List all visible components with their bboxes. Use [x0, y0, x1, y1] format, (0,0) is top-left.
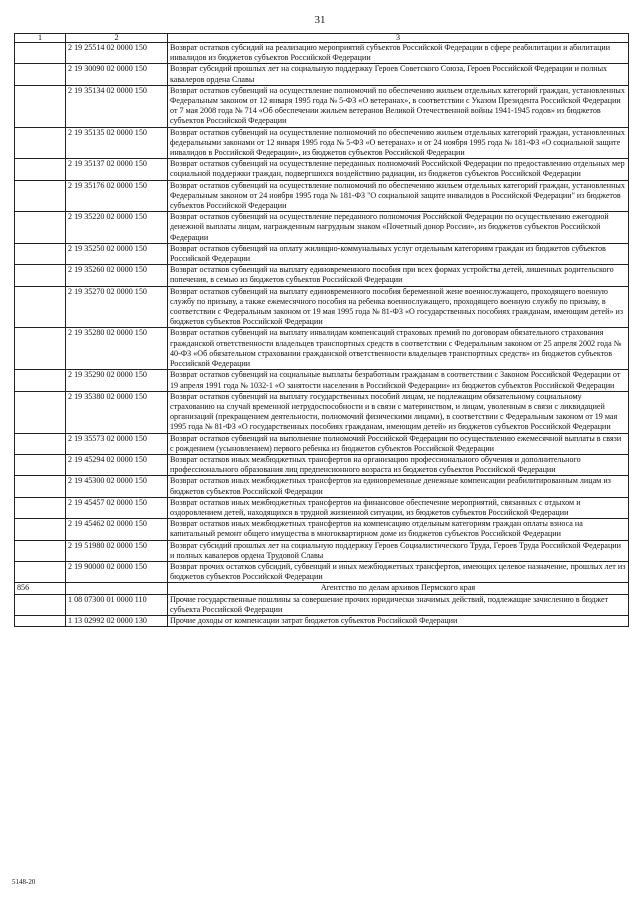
table-row [15, 243, 629, 264]
table-row [15, 127, 629, 159]
section-org-code: 856 [15, 583, 66, 594]
description-cell: Возврат остатков субвенций на осуществление переданных полномочий Российской Федерации по предоставлению отдельных мер социальной поддержки граждан, подвергшихся воздействию радиации, из бюджетов субъектов Российской Федерации [168, 159, 629, 180]
org-code-cell [15, 615, 66, 626]
budget-code-cell: 2 19 35280 02 0000 150 [66, 328, 168, 370]
table-header-row [15, 34, 629, 43]
table-row [15, 476, 629, 497]
table-row [15, 64, 629, 85]
budget-code-cell: 2 19 35250 02 0000 150 [66, 243, 168, 264]
table-row [15, 180, 629, 212]
budget-code-cell: 1 13 02992 02 0000 130 [66, 615, 168, 626]
header-col-2: 2 [66, 34, 168, 43]
org-code-cell [15, 476, 66, 497]
description-cell: Возврат прочих остатков субсидий, субвенций и иных межбюджетных трансфертов, имеющих целевое назначение, прошлых лет из бюджетов субъектов Российской Федерации [168, 561, 629, 582]
table-row [15, 594, 629, 615]
description-cell: Возврат остатков субвенций на осуществление полномочий по обеспечению жильем отдельных категорий граждан, установленных федеральными законами от 12 января 1995 года № 5-ФЗ «О ветеранах» и от 24 ноября 1995 года № 181-ФЗ «О социальной защите инвалидов в Российской Федерации», из бюджетов субъектов Российской Федерации [168, 127, 629, 159]
section-org-name: Агентство по делам архивов Пермского края [168, 583, 629, 594]
budget-code-cell: 2 19 45300 02 0000 150 [66, 476, 168, 497]
budget-code-cell: 2 19 35260 02 0000 150 [66, 265, 168, 286]
org-code-cell [15, 180, 66, 212]
table-row [15, 433, 629, 454]
budget-code-cell: 2 19 30090 02 0000 150 [66, 64, 168, 85]
org-code-cell [15, 561, 66, 582]
budget-code-cell: 2 19 35176 02 0000 150 [66, 180, 168, 212]
description-cell: Возврат субсидий прошлых лет на социальную поддержку Героев Советского Союза, Героев Российской Федерации и полных кавалеров ордена Славы [168, 64, 629, 85]
table-row [15, 328, 629, 370]
table-row [15, 391, 629, 433]
budget-code-cell: 2 19 45462 02 0000 150 [66, 519, 168, 540]
description-cell: Возврат субсидий прошлых лет на социальную поддержку Героев Социалистического Труда, Героев Труда Российской Федерации и полных кавалеров ордена Трудовой Славы [168, 540, 629, 561]
section-header-row [15, 583, 629, 594]
description-cell: Возврат остатков субвенций на выплату инвалидам компенсаций страховых премий по договорам обязательного страхования гражданской ответственности владельцев транспортных средств в соответствии с Федеральным законом от 25 апреля 2002 года № 40-ФЗ «Об обязательном страховании гражданской ответственности владельцев транспортных средств» из бюджетов субъектов Российской Федерации [168, 328, 629, 370]
org-code-cell [15, 212, 66, 244]
table-row [15, 265, 629, 286]
table-row [15, 43, 629, 64]
org-code-cell [15, 127, 66, 159]
table-row [15, 615, 629, 626]
description-cell: Возврат остатков субвенций на выплату единовременного пособия при всех формах устройства детей, лишенных родительского попечения, в семью из бюджетов субъектов Российской Федерации [168, 265, 629, 286]
table-row [15, 519, 629, 540]
org-code-cell [15, 64, 66, 85]
budget-code-cell: 2 19 35380 02 0000 150 [66, 391, 168, 433]
description-cell: Возврат остатков субвенций на осуществление полномочий по обеспечению жильем отдельных категорий граждан, установленных Федеральным законом от 24 ноября 1995 года № 181-ФЗ "О социальной защите инвалидов в Российской Федерации" из бюджетов субъектов Российской Федерации [168, 180, 629, 212]
table-row [15, 286, 629, 328]
org-code-cell [15, 497, 66, 518]
table-row [15, 497, 629, 518]
description-cell: Возврат остатков иных межбюджетных трансфертов на единовременные денежные компенсации реабилитированным лицам из бюджетов субъектов Российской Федерации [168, 476, 629, 497]
table-row [15, 454, 629, 475]
description-cell: Возврат остатков иных межбюджетных трансфертов на организацию профессионального обучения и дополнительного профессионального образования лиц предпенсионного возраста из бюджетов субъектов Российской Федерации [168, 454, 629, 475]
page-number: 31 [314, 14, 326, 26]
budget-code-cell: 2 19 25514 02 0000 150 [66, 43, 168, 64]
description-cell: Возврат остатков субсидий на реализацию мероприятий субъектов Российской Федерации в сфере реабилитации и абилитации инвалидов из бюджетов субъектов Российской Федерации [168, 43, 629, 64]
org-code-cell [15, 433, 66, 454]
description-cell: Возврат остатков иных межбюджетных трансфертов на компенсацию отдельным категориям граждан оплаты взноса на капитальный ремонт общего имущества в многоквартирном доме из бюджетов субъектов Российской Федерации [168, 519, 629, 540]
budget-code-cell: 2 19 35573 02 0000 150 [66, 433, 168, 454]
org-code-cell [15, 391, 66, 433]
table-row [15, 561, 629, 582]
table-row [15, 212, 629, 244]
description-cell: Возврат остатков иных межбюджетных трансфертов на финансовое обеспечение мероприятий, связанных с отдыхом и оздоровлением детей, находящихся в трудной жизненной ситуации, из бюджетов субъектов Российской Федерации [168, 497, 629, 518]
section-budget-code [66, 583, 168, 594]
budget-code-cell: 2 19 35134 02 0000 150 [66, 85, 168, 127]
budget-code-cell: 2 19 35270 02 0000 150 [66, 286, 168, 328]
org-code-cell [15, 519, 66, 540]
org-code-cell [15, 85, 66, 127]
description-cell: Возврат остатков субвенций на выплату единовременного пособия беременной жене военнослужащего, проходящего военную службу по призыву, а также ежемесячного пособия на ребенка военнослужащего, проходящего военную службу по призыву, в соответствии с Федеральным законом от 19 мая 1995 года № 81-ФЗ «О государственных пособиях гражданам, имеющим детей» из бюджетов субъектов Российской Федерации [168, 286, 629, 328]
description-cell: Возврат остатков субвенций на осуществление полномочий по обеспечению жильем отдельных категорий граждан, установленных Федеральным законом от 12 января 1995 года № 5-ФЗ «О ветеранах», в соответствии с Указом Президента Российской Федерации от 7 мая 2008 года № 714 «Об обеспечении жильем ветеранов Великой Отечественной войны 1941-1945 годов» из бюджетов субъектов Российской Федерации [168, 85, 629, 127]
table-row [15, 159, 629, 180]
budget-code-cell: 2 19 35137 02 0000 150 [66, 159, 168, 180]
budget-code-cell: 2 19 90000 02 0000 150 [66, 561, 168, 582]
budget-code-cell: 2 19 45294 02 0000 150 [66, 454, 168, 475]
description-cell: Прочие доходы от компенсации затрат бюджетов субъектов Российской Федерации [168, 615, 629, 626]
budget-code-cell: 1 08 07300 01 0000 110 [66, 594, 168, 615]
org-code-cell [15, 286, 66, 328]
org-code-cell [15, 243, 66, 264]
org-code-cell [15, 159, 66, 180]
org-code-cell [15, 265, 66, 286]
org-code-cell [15, 370, 66, 391]
org-code-cell [15, 594, 66, 615]
budget-code-cell: 2 19 51980 02 0000 150 [66, 540, 168, 561]
budget-codes-table [14, 33, 629, 627]
description-cell: Возврат остатков субвенций на осуществление переданного полномочия Российской Федерации по осуществлению ежегодной денежной выплаты лицам, награжденным нагрудным знаком «Почетный донор России», из бюджетов субъектов Российской Федерации [168, 212, 629, 244]
org-code-cell [15, 43, 66, 64]
budget-code-cell: 2 19 35135 02 0000 150 [66, 127, 168, 159]
budget-code-cell: 2 19 45457 02 0000 150 [66, 497, 168, 518]
description-cell: Возврат остатков субвенций на оплату жилищно-коммунальных услуг отдельным категориям граждан из бюджетов субъектов Российской Федерации [168, 243, 629, 264]
budget-code-cell: 2 19 35220 02 0000 150 [66, 212, 168, 244]
budget-code-cell: 2 19 35290 02 0000 150 [66, 370, 168, 391]
org-code-cell [15, 328, 66, 370]
header-col-1: 1 [15, 34, 66, 43]
table-row [15, 85, 629, 127]
table-row [15, 540, 629, 561]
org-code-cell [15, 454, 66, 475]
footer-document-code: 5148-20 [12, 878, 36, 886]
description-cell: Возврат остатков субвенций на социальные выплаты безработным гражданам в соответствии с Законом Российской Федерации от 19 апреля 1991 года № 1032-1 «О занятости населения в Российской Федерации» из бюджетов субъектов Российской Федерации [168, 370, 629, 391]
table-row [15, 370, 629, 391]
org-code-cell [15, 540, 66, 561]
description-cell: Возврат остатков субвенций на выполнение полномочий Российской Федерации по осуществлению ежемесячной выплаты в связи с рождением (усыновлением) первого ребенка из бюджетов субъектов Российской Федерации [168, 433, 629, 454]
description-cell: Прочие государственные пошлины за совершение прочих юридически значимых действий, подлежащие зачислению в бюджет субъекта Российской Федерации [168, 594, 629, 615]
description-cell: Возврат остатков субвенций на выплату государственных пособий лицам, не подлежащим обязательному социальному страхованию на случай временной нетрудоспособности и в связи с материнством, и лицам, уволенным в связи с ликвидацией организаций (прекращением деятельности, полномочий физическими лицами), в соответствии с Федеральным законом от 19 мая 1995 года № 81-ФЗ «О государственных пособиях гражданам, имеющим детей» из бюджетов субъектов Российской Федерации [168, 391, 629, 433]
header-col-3: 3 [168, 34, 629, 43]
